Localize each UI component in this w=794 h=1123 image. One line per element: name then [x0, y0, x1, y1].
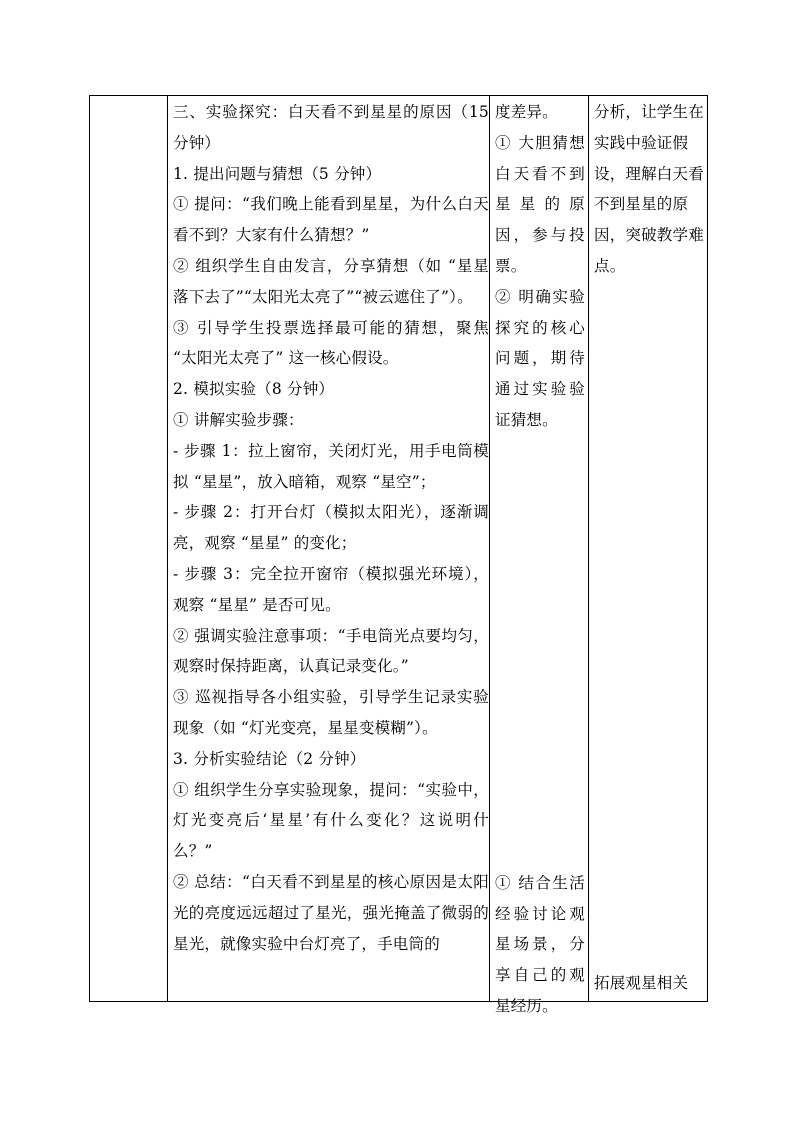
column-divider: [89, 95, 90, 1002]
paragraph: ② 组织学生自由发言，分享猜想（如 “星星落下去了”“太阳光太亮了”“被云遮住了”）。: [173, 256, 489, 306]
column-divider: [489, 95, 490, 1002]
design-intent-cell: [594, 97, 706, 282]
paragraph: ③ 巡视指导各小组实验，引导学生记录实验现象（如 “灯光变亮，星星变模糊”）。: [173, 688, 489, 737]
paragraph: ① 讲解实验步骤：: [173, 410, 304, 429]
teacher-activity-cell: [173, 97, 489, 959]
paragraph: ② 总结：“白天看不到星星的核心原因是太阳光的亮度远远超过了星光，强光掩盖了微弱的星光，就像实验中台灯亮了，手电筒的: [173, 872, 489, 953]
table-top-border: [89, 95, 708, 96]
paragraph: - 步骤 3：完全拉开窗帘（模拟强光环境），观察 “星星” 是否可见。: [173, 564, 489, 614]
paragraph: 分析，让学生在实践中验证假设，理解白天看不到星星的原因，突破教学难点。: [594, 103, 704, 275]
step-heading: 2. 模拟实验（8 分钟）: [173, 380, 335, 399]
design-intent-continuation: 拓展观星相关: [594, 974, 689, 992]
paragraph: ② 明确实验探究的核心问题，期待通过实验验证猜想。: [495, 287, 585, 429]
step-heading: 3. 分析实验结论（2 分钟）: [173, 749, 366, 768]
paragraph: 度差异。: [495, 103, 558, 121]
paragraph: ① 结合生活经验讨论观星场景，分享自己的观星经历。: [495, 873, 585, 1015]
step-heading: 1. 提出问题与猜想（5 分钟）: [173, 164, 382, 183]
column-divider: [707, 95, 708, 1002]
paragraph: - 步骤 2：打开台灯（模拟太阳光），逐渐调亮，观察 “星星” 的变化；: [173, 503, 489, 553]
table-bottom-border: [89, 1001, 708, 1002]
paragraph: ② 强调实验注意事项：“手电筒光点要均匀，观察时保持距离，认真记录变化。”: [173, 626, 489, 676]
paragraph: ③ 引导学生投票选择最可能的猜想，聚焦 “太阳光太亮了” 这一核心假设。: [173, 318, 489, 368]
section-heading: 三、实验探究：白天看不到星星的原因（15 分钟）: [173, 103, 489, 152]
column-divider: [588, 95, 589, 1002]
lesson-plan-table: [89, 95, 708, 1015]
student-activity-cell: [495, 97, 585, 1022]
paragraph: ① 大胆猜想白天看不到星星的原因，参与投票。: [495, 133, 585, 275]
column-divider: [167, 95, 168, 1002]
paragraph: ① 提问：“我们晚上能看到星星，为什么白天看不到？大家有什么猜想？”: [173, 195, 489, 245]
paragraph: ① 组织学生分享实验现象，提问：“实验中，灯光变亮后‘星星’有什么变化？这说明什么？”: [173, 780, 489, 861]
paragraph: - 步骤 1：拉上窗帘，关闭灯光，用手电筒模拟 “星星”，放入暗箱，观察 “星空”；: [173, 441, 489, 491]
